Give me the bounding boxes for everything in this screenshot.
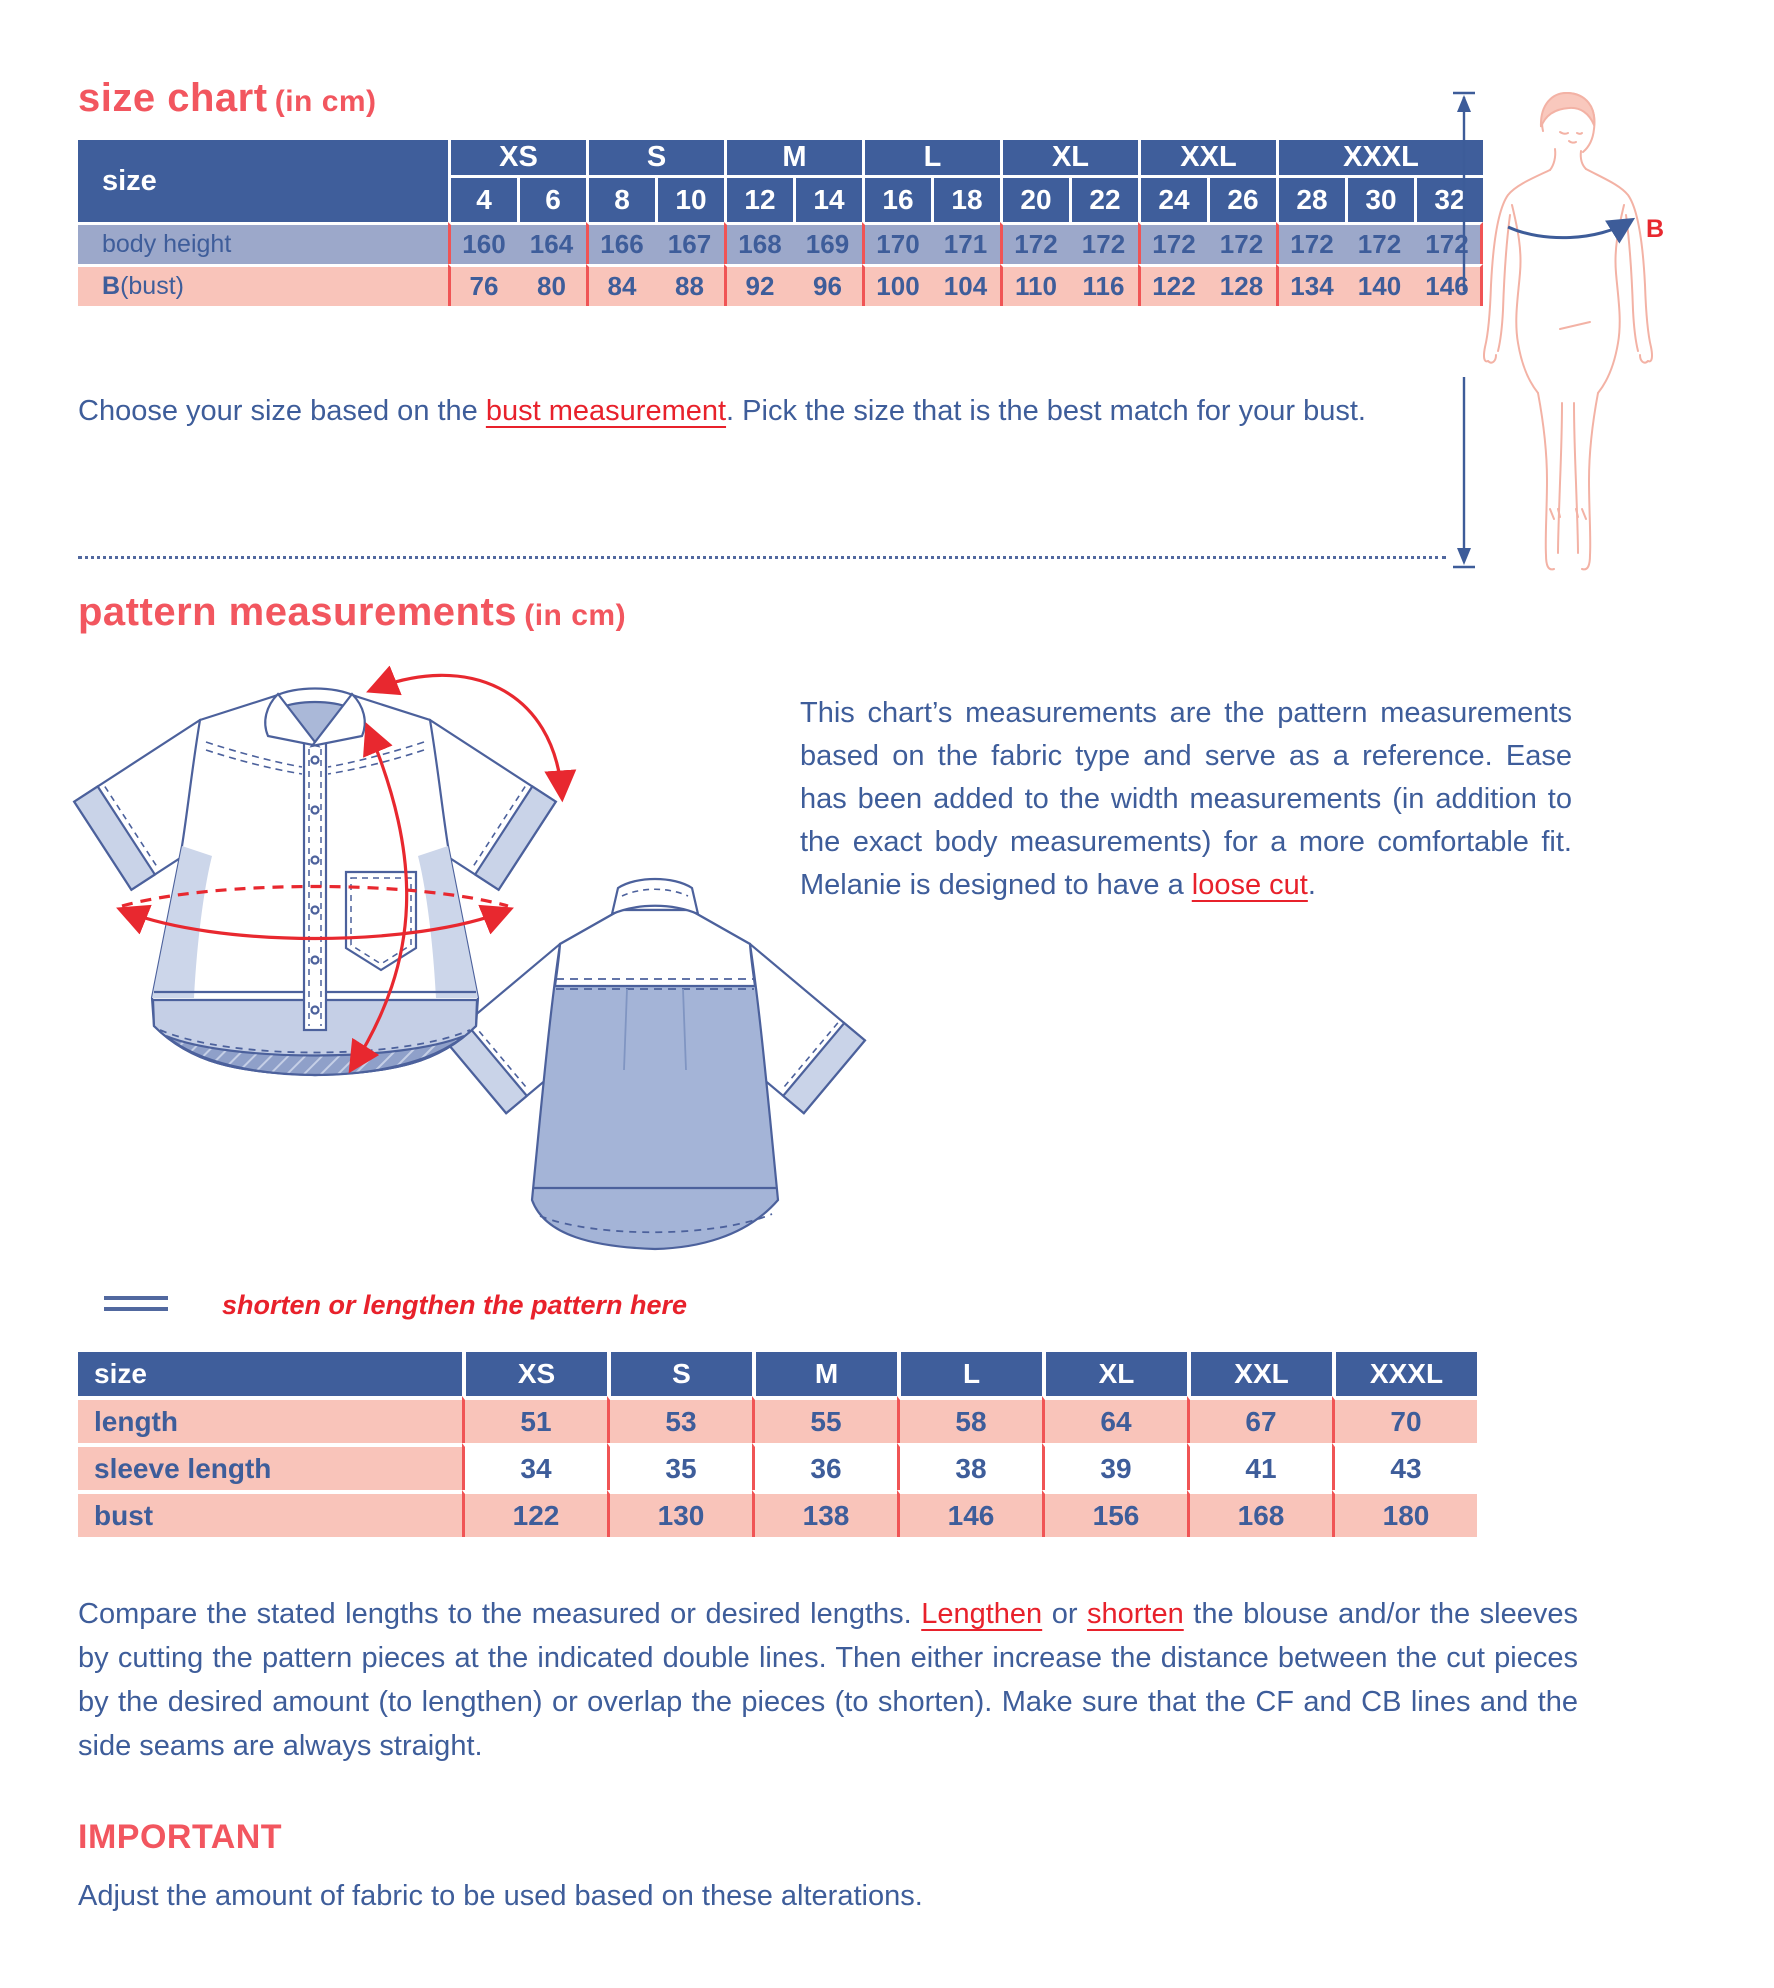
measurement-cell: 128 <box>1207 264 1276 306</box>
body-figure-illustration <box>1448 85 1683 580</box>
measurement-cell: 160 <box>448 222 517 264</box>
pattern-col-L: L <box>897 1352 1042 1396</box>
size-group-XXL: XXL <box>1138 140 1276 178</box>
size-number-4: 4 <box>448 178 517 222</box>
pattern-cell: 122 <box>462 1490 607 1537</box>
size-chart-title <box>78 76 377 121</box>
pattern-row-label: sleeve length <box>78 1443 462 1490</box>
measurement-cell: 88 <box>655 264 724 306</box>
pattern-col-S: S <box>607 1352 752 1396</box>
pattern-measurements-title <box>78 590 626 635</box>
size-number-16: 16 <box>862 178 931 222</box>
pattern-measurements-title-text: pattern measurements <box>78 590 518 634</box>
text-segment: This chart’s measurements are the pattern measurements based on the fabric type and serve as a reference. Ease has been added to the width measurements (in addition to the exact body measurements) for a more comfortable fit. Melanie is designed to have a <box>800 697 1572 901</box>
measurement-cell: 166 <box>586 222 655 264</box>
height-measure-arrow <box>1453 93 1475 567</box>
woman-outline <box>1484 93 1652 569</box>
pattern-cell: 67 <box>1187 1396 1332 1443</box>
measurement-cell: 96 <box>793 264 862 306</box>
measurement-cell: 80 <box>517 264 586 306</box>
pattern-measurements-title-unit: (in cm) <box>524 599 627 632</box>
important-text: Adjust the amount of fabric to be used based on these alterations. <box>78 1880 923 1912</box>
text-segment: Choose your size based on the <box>78 395 486 427</box>
size-number-20: 20 <box>1000 178 1069 222</box>
measurement-cell: 170 <box>862 222 931 264</box>
measurement-cell: 146 <box>1414 264 1483 306</box>
measurement-cell: 92 <box>724 264 793 306</box>
highlighted-term: shorten <box>1087 1598 1184 1630</box>
pattern-col-XXXL: XXXL <box>1332 1352 1477 1396</box>
size-chart-title-text: size chart <box>78 76 268 120</box>
measurement-cell: 164 <box>517 222 586 264</box>
pattern-cell: 146 <box>897 1490 1042 1537</box>
pattern-col-XS: XS <box>462 1352 607 1396</box>
pattern-row-label: length <box>78 1396 462 1443</box>
size-group-L: L <box>862 140 1000 178</box>
measurement-cell: 172 <box>1138 222 1207 264</box>
measurement-cell: 110 <box>1000 264 1069 306</box>
size-chart-title-unit: (in cm) <box>274 85 377 118</box>
measurement-cell: 104 <box>931 264 1000 306</box>
highlighted-term: loose cut <box>1191 869 1308 901</box>
measurement-cell: 167 <box>655 222 724 264</box>
size-group-XL: XL <box>1000 140 1138 178</box>
label-segment: (bust) <box>120 272 184 300</box>
text-segment: . Pick the size that is the best match for your bust. <box>726 395 1366 427</box>
measurement-cell: 172 <box>1207 222 1276 264</box>
text-segment: the blouse and/or the sleeves by cutting the pattern pieces at the indicated double lines. Then either increase the distance between the cut pieces by the desired amount (to lengthen) or overlap the pieces (to shorten). Make sure that the CF and CB lines and the side seams are always straight. <box>78 1598 1578 1762</box>
measurement-cell: 140 <box>1345 264 1414 306</box>
pattern-cell: 36 <box>752 1443 897 1490</box>
size-number-26: 26 <box>1207 178 1276 222</box>
size-group-XS: XS <box>448 140 586 178</box>
pattern-cell: 70 <box>1332 1396 1477 1443</box>
pattern-cell: 53 <box>607 1396 752 1443</box>
row-label-body-height <box>78 222 448 264</box>
label-segment: B <box>102 272 121 300</box>
pattern-cell: 55 <box>752 1396 897 1443</box>
measurement-cell: 172 <box>1000 222 1069 264</box>
size-group-S: S <box>586 140 724 178</box>
measurement-cell: 116 <box>1069 264 1138 306</box>
bust-measure-label: B <box>1646 215 1665 243</box>
measurement-cell: 172 <box>1276 222 1345 264</box>
measurement-cell: 84 <box>586 264 655 306</box>
pattern-cell: 38 <box>897 1443 1042 1490</box>
size-note <box>78 390 1548 432</box>
size-number-6: 6 <box>517 178 586 222</box>
measurement-cell: 168 <box>724 222 793 264</box>
measurement-cell: 169 <box>793 222 862 264</box>
legend-text: shorten or lengthen the pattern here <box>222 1290 688 1320</box>
measurement-cell: 122 <box>1138 264 1207 306</box>
size-number-10: 10 <box>655 178 724 222</box>
compare-instructions <box>78 1592 1578 1768</box>
size-number-28: 28 <box>1276 178 1345 222</box>
size-number-8: 8 <box>586 178 655 222</box>
section-divider <box>78 556 1446 559</box>
pattern-cell: 58 <box>897 1396 1042 1443</box>
size-chart-corner-label: size <box>78 140 448 222</box>
important-heading: IMPORTANT <box>78 1818 283 1856</box>
pattern-col-XXL: XXL <box>1187 1352 1332 1396</box>
row-label-bust <box>78 264 448 306</box>
pattern-cell: 39 <box>1042 1443 1187 1490</box>
measurement-cell: 171 <box>931 222 1000 264</box>
label-segment: body height <box>102 230 232 258</box>
measurement-cell: 76 <box>448 264 517 306</box>
size-group-M: M <box>724 140 862 178</box>
pattern-row-label: bust <box>78 1490 462 1537</box>
measurement-cell: 100 <box>862 264 931 306</box>
pattern-cell: 138 <box>752 1490 897 1537</box>
double-line-symbol <box>104 1296 168 1311</box>
pattern-cell: 51 <box>462 1396 607 1443</box>
pattern-table-corner-label: size <box>78 1352 462 1396</box>
pattern-cell: 156 <box>1042 1490 1187 1537</box>
blouse-back-view <box>445 879 865 1249</box>
pattern-cell: 34 <box>462 1443 607 1490</box>
size-chart-table <box>78 140 1483 306</box>
size-number-18: 18 <box>931 178 1000 222</box>
highlighted-term: Lengthen <box>921 1598 1043 1630</box>
measurement-cell: 134 <box>1276 264 1345 306</box>
size-number-30: 30 <box>1345 178 1414 222</box>
bust-measure-line <box>1508 221 1630 238</box>
pattern-cell: 180 <box>1332 1490 1477 1537</box>
pattern-cell: 35 <box>607 1443 752 1490</box>
text-segment: Compare the stated lengths to the measured or desired lengths. <box>78 1598 922 1630</box>
text-segment: or <box>1042 1598 1088 1630</box>
pattern-cell: 64 <box>1042 1396 1187 1443</box>
pattern-cell: 130 <box>607 1490 752 1537</box>
size-number-22: 22 <box>1069 178 1138 222</box>
size-number-12: 12 <box>724 178 793 222</box>
pattern-cell: 43 <box>1332 1443 1477 1490</box>
pattern-cell: 41 <box>1187 1443 1332 1490</box>
size-number-14: 14 <box>793 178 862 222</box>
text-segment: . <box>1307 869 1316 901</box>
pattern-measurements-table <box>78 1352 1477 1537</box>
size-number-32: 32 <box>1414 178 1483 222</box>
pattern-col-XL: XL <box>1042 1352 1187 1396</box>
measurement-cell: 172 <box>1069 222 1138 264</box>
blouse-technical-drawing <box>50 648 930 1288</box>
pattern-description <box>800 692 1572 907</box>
measurement-cell: 172 <box>1414 222 1483 264</box>
highlighted-term: bust measurement <box>485 395 727 427</box>
measurement-cell: 172 <box>1345 222 1414 264</box>
pattern-cell: 168 <box>1187 1490 1332 1537</box>
size-number-24: 24 <box>1138 178 1207 222</box>
size-group-XXXL: XXXL <box>1276 140 1483 178</box>
pattern-col-M: M <box>752 1352 897 1396</box>
